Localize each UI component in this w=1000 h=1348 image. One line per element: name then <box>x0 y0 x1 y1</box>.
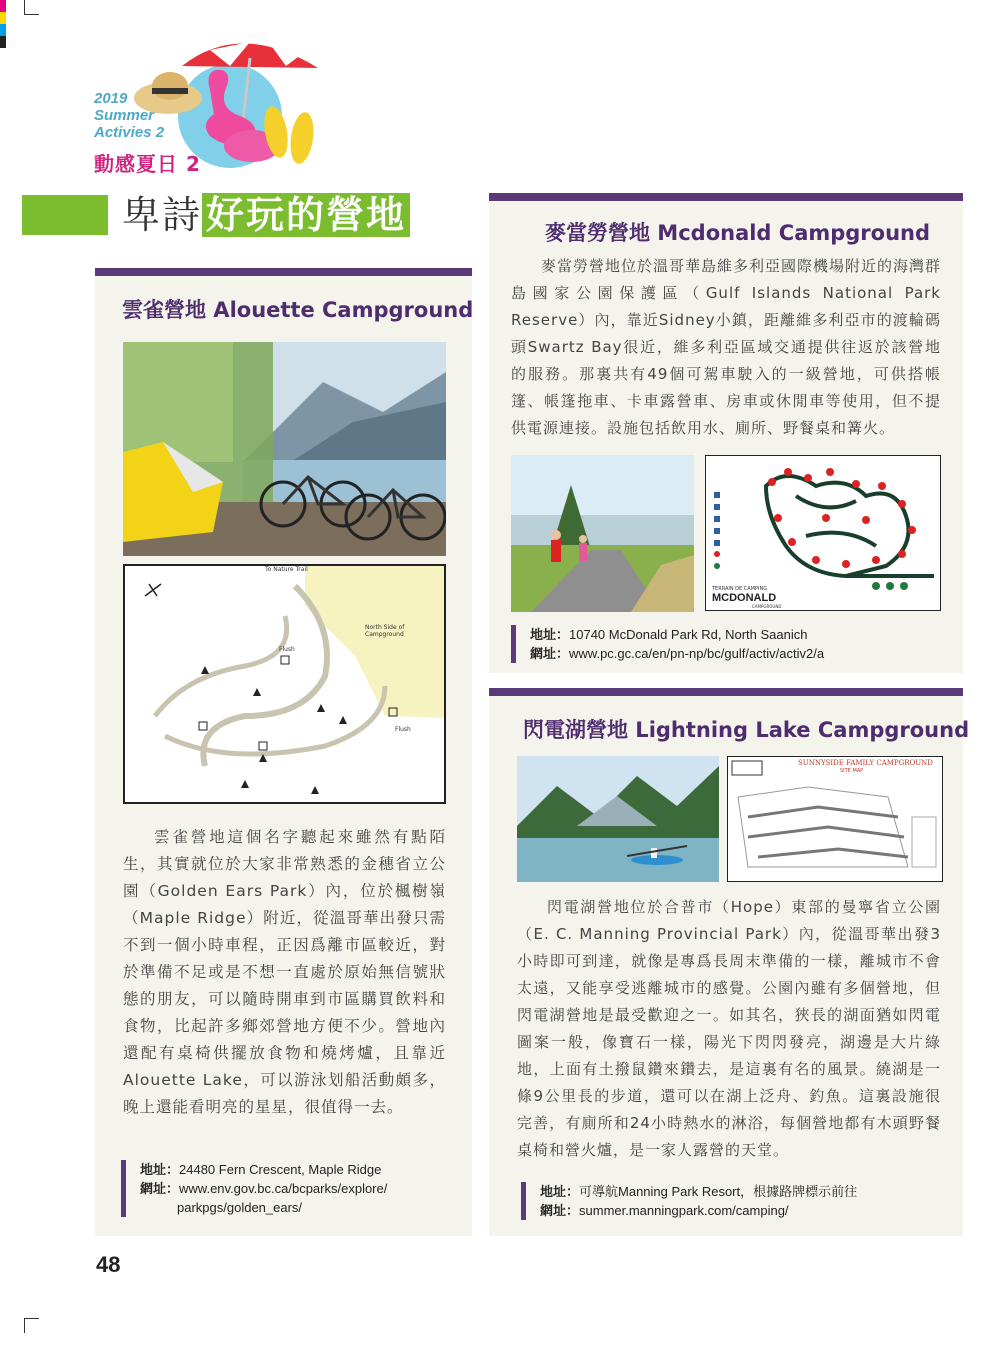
mcdonald-address: 10740 McDonald Park Rd, North Saanich <box>569 627 808 642</box>
lightning-body-text: 閃電湖營地位於合普市（Hope）東部的曼寧省立公園（E. C. Manning Provincial Park）內，從溫哥華出發3小時即可到達，就像是專爲長周末準備的一樣，離城市不會太遠，又能享受逃離城市的感覺。公園內雖有多個營地，但閃電湖營地是最受歡迎之一。如其名，狹長的湖面猶如閃電圖案一般，像寶石一樣，陽光下閃閃發亮，湖邊是大片綠地，上面有土撥鼠鑽來鑽去，是這裏有名的風景。繞湖是一條9公里長的步道，還可以在湖上泛舟、釣魚。這裏設施很完善，有廁所和24小時熱水的淋浴，每個營地都有木頭野餐桌椅和營火爐，是一家人露營的天堂。 <box>517 898 941 1159</box>
alouette-web-link-cont[interactable]: parkpgs/golden_ears/ <box>177 1200 303 1215</box>
lightning-photo-art <box>517 756 719 882</box>
mcdonald-map-brand-small: TERRAIN DE CAMPING <box>712 586 768 592</box>
web-label: 網址： <box>540 1203 580 1218</box>
map-label-flush-1: Flush <box>279 646 295 653</box>
mcdonald-map-brand-sub: CAMPGROUND <box>752 604 782 609</box>
map-label-flush-2: Flush <box>395 726 411 733</box>
lightning-map-title: SUNNYSIDE FAMILY CAMPGROUND <box>798 759 933 767</box>
color-bar <box>0 0 6 70</box>
address-label: 地址： <box>530 627 570 642</box>
lightning-photo <box>517 756 719 882</box>
mcdonald-title: 麥當勞營地 Mcdonald Campground <box>545 221 931 245</box>
mcdonald-info <box>511 625 960 663</box>
address-label: 地址： <box>140 1162 180 1177</box>
web-label: 網址： <box>530 646 570 661</box>
logo-line-2: Summer <box>94 107 155 124</box>
lightning-title: 閃電湖營地 Lightning Lake Campground <box>523 718 970 742</box>
mcdonald-card <box>489 193 963 673</box>
title-accent-block <box>22 195 108 235</box>
card-top-bar <box>489 193 963 201</box>
address-label: 地址： <box>540 1184 580 1199</box>
alouette-photo <box>123 342 446 556</box>
map-label-north-side: North Side of Campground <box>365 624 405 638</box>
lightning-info <box>521 1182 960 1220</box>
lightning-card <box>489 688 970 1236</box>
page-title-highlight: 好玩的營地 <box>202 193 410 237</box>
alouette-map <box>123 564 446 804</box>
lightning-map-art <box>728 757 942 881</box>
mcdonald-web-link[interactable]: www.pc.gc.ca/en/pn-np/bc/gulf/activ/activ2/a <box>569 646 825 661</box>
mcdonald-photo-art <box>511 455 694 612</box>
alouette-address: 24480 Fern Crescent, Maple Ridge <box>179 1162 382 1177</box>
logo-chinese-title: 動感夏日 2 <box>94 152 201 176</box>
card-top-bar <box>95 268 472 276</box>
crop-mark-top <box>24 0 39 15</box>
logo-line-3: Activies 2 <box>94 124 165 141</box>
logo-year-text <box>94 90 164 141</box>
lightning-web-link[interactable]: summer.manningpark.com/camping/ <box>579 1203 789 1218</box>
alouette-web-link[interactable]: www.env.gov.bc.ca/bcparks/explore/ <box>179 1181 388 1196</box>
mcdonald-photo <box>511 455 694 612</box>
lightning-map-subtitle: SITE MAP <box>840 768 864 774</box>
mcdonald-map <box>705 455 941 611</box>
lightning-address: 可導航Manning Park Resort，根據路牌標示前往 <box>579 1184 858 1199</box>
summer-logo <box>90 28 330 178</box>
page-title <box>122 192 410 238</box>
page-title-prefix: 卑詩 <box>122 193 203 237</box>
crop-mark-bottom <box>24 1318 39 1333</box>
mcdonald-map-brand: MCDONALD <box>712 592 777 604</box>
alouette-info <box>121 1160 450 1217</box>
alouette-body-text: 雲雀營地這個名字聽起來雖然有點陌生，其實就位於大家非常熟悉的金穗省立公園（Golden Ears Park）內，位於楓樹嶺（Maple Ridge）附近，從溫哥華出發只需不到一個小時車程，正因爲離市區較近，對於準備不足或是不想一直處於原始無信號狀態的朋友，可以隨時開車到市區購買飲料和食物，比起許多鄉郊營地方便不少。營地內還配有桌椅供擺放食物和燒烤爐，且靠近Alouette Lake，可以游泳划船活動頗多，晚上還能看明亮的星星，很值得一去。 <box>123 828 446 1116</box>
lightning-map <box>727 756 943 882</box>
web-label: 網址： <box>140 1181 180 1196</box>
map-label-nature-trail: To Nature Trail <box>265 566 308 573</box>
card-top-bar <box>489 688 963 696</box>
alouette-photo-art <box>123 342 446 556</box>
alouette-title: 雲雀營地 Alouette Campground <box>122 298 474 322</box>
page-number: 48 <box>96 1252 121 1277</box>
alouette-map-art <box>125 566 444 802</box>
mcdonald-body-text: 麥當勞營地位於溫哥華島維多利亞國際機場附近的海灣群島國家公園保護區（Gulf Islands National Park Reserve）內，靠近Sidney小鎮，距離維多利亞市的渡輪碼頭Swartz Bay很近，維多利亞區域交通提供往返於該營地的服務。那裏共有49個可駕車駛入的一級營地，可供搭帳篷、帳篷拖車、卡車露營車、房車或休閒車等使用，但不提供電源連接。設施包括飲用水、廁所、野餐桌和篝火。 <box>511 257 942 437</box>
logo-line-1: 2019 <box>94 90 128 107</box>
alouette-card <box>95 268 472 1236</box>
